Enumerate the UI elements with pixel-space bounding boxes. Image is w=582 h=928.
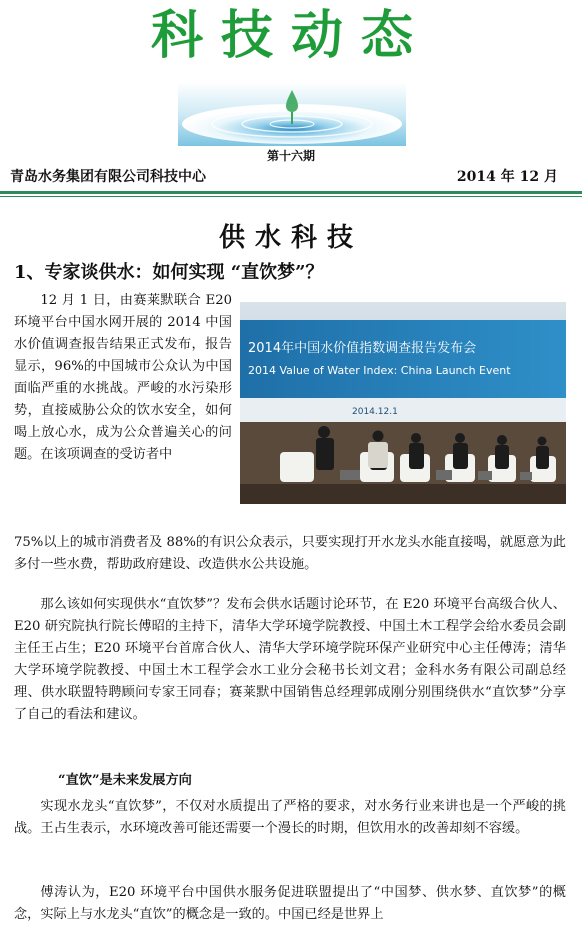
masthead-title: 科技动态 — [150, 6, 431, 66]
photo-banner-date: 2014.12.1 — [352, 407, 398, 417]
header-rule-thin — [0, 196, 582, 197]
water-drop-banner — [178, 82, 406, 146]
header-rule-thick — [0, 191, 582, 194]
paragraph-4: 实现水龙头“直饮梦”，不仅对水质提出了严格的要求，对水务行业来讲也是一个严峻的挑战。王占生表示，水环境改善可能还需要一个漫长的时期，但饮用水的改善却刻不容缓。 — [14, 799, 566, 836]
subheading-direct-drinking: “直饮”是未来发展方向 — [58, 773, 192, 788]
section-title: 供水科技 — [218, 223, 363, 253]
photo-banner-en: 2014 Value of Water Index: China Launch Event — [248, 364, 511, 377]
organization-name: 青岛水务集团有限公司科技中心 — [10, 169, 206, 185]
issue-number: 第十六期 — [266, 149, 315, 163]
paragraph-5: 傅涛认为，E20 环境平台中国供水服务促进联盟提出了“中国梦、供水梦、直饮梦”的概念，实际上与水龙头“直饮”的概念是一致的。中国已经是世界上 — [14, 885, 566, 922]
photo-banner-cn: 2014年中国水价值指数调查报告发布会 — [248, 341, 477, 356]
article-title: 1、专家谈供水：如何实现 “直饮梦”？ — [14, 262, 324, 283]
launch-event-photo — [240, 302, 566, 504]
issue-date: 2014 年 12 月 — [456, 169, 558, 185]
paragraph-1-continued: 75%以上的城市消费者及 88%的有识公众表示，只要实现打开水龙头水能直接喝，就愿意为此多付一些水费，帮助政府建设、改造供水公共设施。 — [14, 535, 566, 572]
paragraph-2: 那么该如何实现供水“直饮梦”？发布会供水话题讨论环节，在 E20 环境平台高级合伙人、E20 研究院执行院长傅昭的主持下，清华大学环境学院教授、中国土木工程学会给水委员会副主任王占生；E20 环境平台首席合伙人、清华大学环境学院环保产业研究中心主任傅涛；清华大学环境学院教授、中国土木工程学会水工业分会秘书长刘文君；金科水务有限公司副总经理、供水联盟特聘顾问专家王同春；赛莱默中国销售总经理郭成刚分别围绕供水“直饮梦”分享了自己的看法和建议。 — [14, 597, 566, 722]
paragraph-1-left: 12 月 1 日，由赛莱默联合 E20 环境平台中国水网开展的 2014 中国水价值调查报告结果正式发布，报告显示，96%的中国城市公众认为中国面临严重的水挑战。严峻的水污染形势，直接威胁公众的饮水安全，如何喝上放心水，成为公众普遍关心的问题。在该项调查的受访者中 — [14, 293, 232, 462]
